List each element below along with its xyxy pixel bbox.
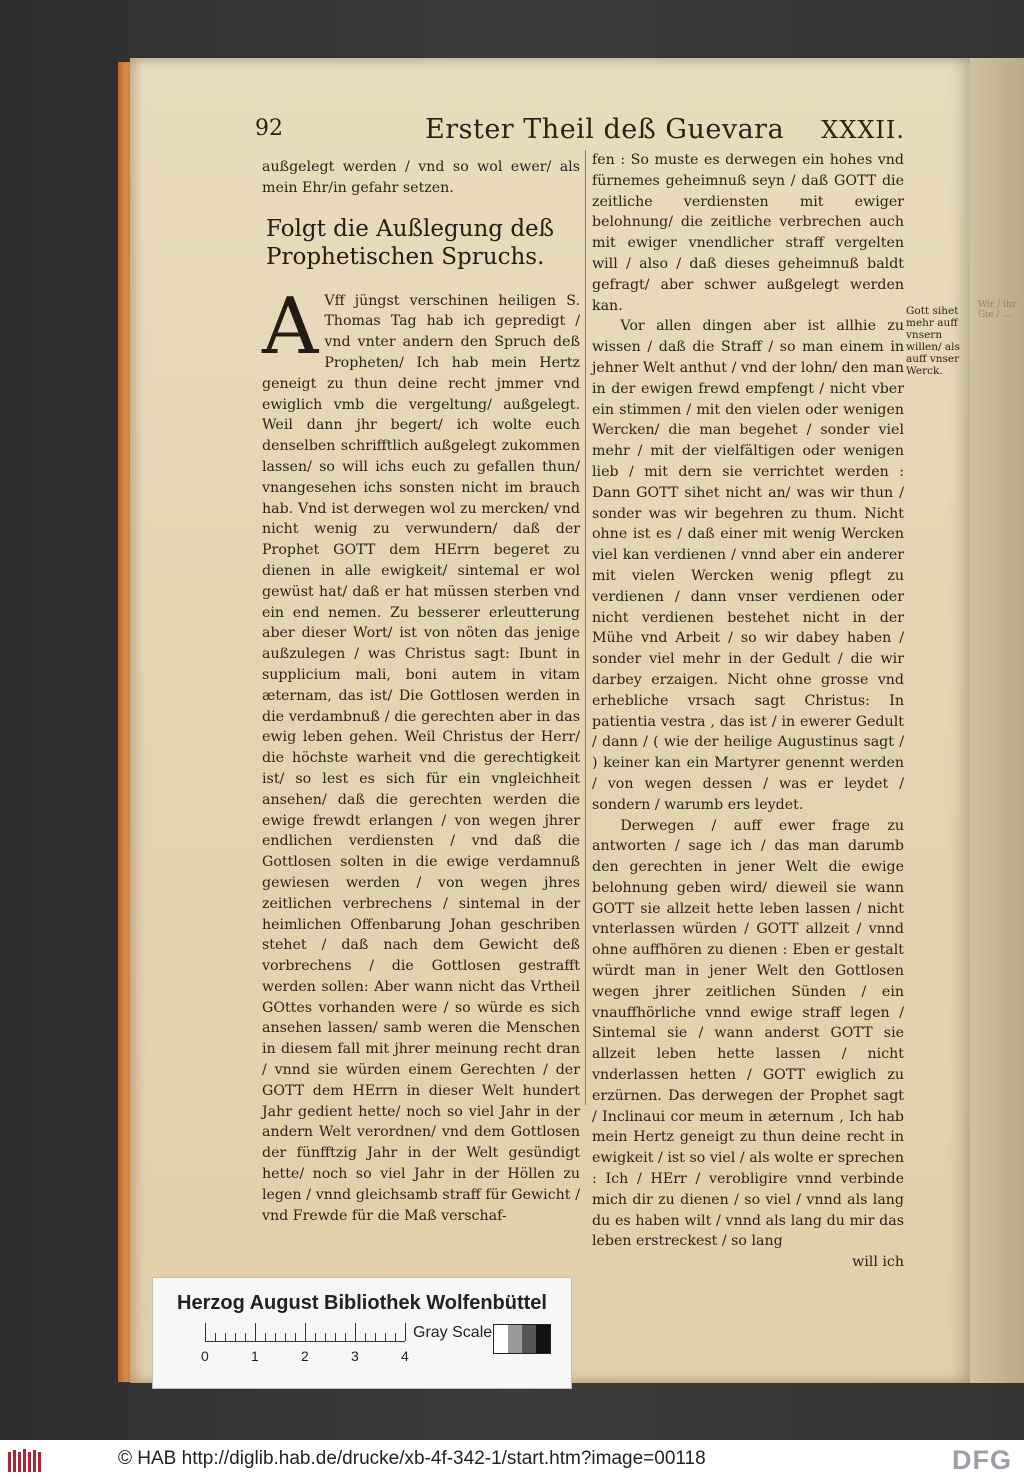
paragraph-3: Derwegen / auff ewer frage zu antworten / sage ich / das man darumb den gerechten in jener Welt die ewige belohnung geben wird/ dieweil sie wann GOTT sie allzeit hette leben lassen / nicht vnterlassen würden / GOTT allzeit / vnnd ohne auffhören zu dienen : Eben er gestalt würdt man in jener Welt den Gottlosen wegen jhrer zeitlichen Sünden / ein vnauffhörliche vnnd ewige straff legen / Sintemal sie / wann anderst GOTT sie allzeit leben hette lassen / nicht vnderlassen hetten / GOTT ewiglich zu erzürnen. Das derwegen der Prophet sagt / Inclinaui cor meum in æternum , Ich hab mein Hertz geneigt zu thun deine recht in ewigkeit / ist so viel / als wolte er sprechen : Ich / HErr / verobligire vnnd verbinde mich dir zu dienen / so viel / vnnd als lang du es haben wilt / vnnd als lang du mir das leben erstreckest / so lang <box>592 817 904 1250</box>
column-rule <box>585 150 586 1105</box>
paragraph-1: fen : So muste es derwegen ein hohes vnd fürnemes geheimnuß seyn / daß GOTT die zeitliche verdiensten mit ewiger belohnung/ die zeitliche verbrechen auch mit ewiger vnendlicher straff vergelten will / also / daß dieses geheimnuß baldt gefragt/ aber schwer außgelegt werden kan. <box>592 152 904 314</box>
color-card <box>152 1277 572 1389</box>
paragraph-2: Vor allen dingen aber ist allhie zu wissen / daß die Straff / so man einem in jehner Welt anthut / vnd der lohn/ den man in der ewigen frewd empfengt / nicht vber ein stimmen / mit den vielen oder wenigen Wercken/ die man begehet / sonder viel mehr / mit der vielfältigen oder wenigen lieb / mit dern sie verrichtet werden : Dann GOTT sihet nicht an/ was wir thun / sonder was wir begehren zu thum. Nicht ohne ist es / daß einer mit wenig Wercken viel kan verdienen / vnnd aber ein anderer mit vielen Wercken wenig pflegt zu verdienen / dann vnser verdienen oder nicht verdienen bestehet nicht in der Mühe vnd Arbeit / so wir dabey haben / sonder viel mehr in der Gedult / die wir darbey erzaigen. Nicht ohne grosse vnd erhebliche vrsach sagt Christus: In patientia vestra , das ist / in ewerer Gedult / dann / ( wie der heilige Augustinus sagt / ) keiner kan ein Martyrer genennt werden / von wegen dessen / was er leydet / sondern / warumb ers leydet. <box>592 318 904 813</box>
institution-name: Herzog August Bibliothek Wolfenbüttel <box>177 1292 547 1314</box>
gray-swatch <box>494 1325 508 1353</box>
dfg-logo[interactable]: DFG <box>952 1445 1012 1475</box>
gray-swatch <box>536 1325 550 1353</box>
left-body-text: Vff jüngst verschinen heiligen S. Thomas Tag hab ich gepredigt / vnd vnter andern den Spruch deß Propheten/ Ich hab mein Hertz geneigt zu thun deine recht jmmer vnd ewiglich vmb die vergeltung/ außgelegt. Weil dann jhr begert/ ich wolte euch denselben schrifftlich außgelegt zukommen lassen/ so will ichs euch zu gefallen thun/ vnangesehen ichs sonsten nicht im brauch hab. Vnd ist derwegen wol zu mercken/ vnd nicht wenig zu verwundern/ daß der Prophet GOTT dem HErrn begeret zu dienen in alle ewigkeit/ sintemal er wol gewüst hat/ daß er hat müssen sterben vnd ein end nemen. Zu besserer erleutterung aber dieser Wort/ ist von nöten das jenige außzulegen / was Christus sagt: Ibunt in supplicium mali, boni autem in vitam æternam, das ist/ Die Gottlosen werden in die verdambnuß / die gerechten aber in das ewig leben gehen. Weil Christus der Herr/ die höchste warheit vnd die gerechtigkeit ist/ so lest es sich für ein vngleichheit ansehen/ daß die gerechten werden die ewige frewdt erlangen / von wegen jhrer endlichen verdiensten / vnd daß die Gottlosen solten in die ewige verdamnuß gewiesen werden / von wegen jhres zeitlichen verbrechens / sintemal in der heimlichen Offenbarung Johan geschriben stehet / daß nach dem Gewicht deß vorbrechens / die Gottlosen gestrafft werden sollen: Aber wann nicht das Vrtheil GOttes vorhanden were / so würde es sich ansehen lassen/ samb weren die Menschen in diesem fall mit jhrer meinung recht dran / vnnd sie würden einem Gerechten / der GOTT dem HErrn in dieser Welt hundert Jahr gedient hette/ noch so viel Jahr in der andern Welt verordnen/ vnd dem Gottlosen der fünfftzig Jahr in der Welt gesündigt hette/ noch so viel Jahr in der Höllen zu legen / vnnd gleichsamb straff für Gewicht / vnd Frewde für die Maß verschaf- <box>262 292 580 1224</box>
facing-page-strip <box>970 58 1024 1383</box>
hab-logo-icon[interactable] <box>6 1448 42 1474</box>
ruler-label: 0 <box>201 1348 209 1364</box>
viewer-footer <box>0 1440 1024 1480</box>
left-column <box>262 157 580 1226</box>
section-heading: Folgt die Außlegung deß Prophetischen Spruchs. <box>266 215 555 270</box>
page-number: 92 <box>255 116 283 141</box>
copyright-link[interactable]: © HAB http://diglib.hab.de/drucke/xb-4f-342-1/start.htm?image=00118 <box>118 1448 706 1469</box>
gray-swatch <box>522 1325 536 1353</box>
running-title: Erster Theil deß Guevara <box>425 114 785 145</box>
folio-number: XXXII. <box>821 116 905 144</box>
ruler-label: 1 <box>251 1348 259 1364</box>
ruler-label: 4 <box>401 1348 409 1364</box>
gray-swatch <box>508 1325 522 1353</box>
opening-lines: außgelegt werden / vnd so wol ewer/ als mein Ehr/in gefahr setzen. <box>262 159 580 196</box>
gray-scale-label: Gray Scale <box>413 1324 493 1341</box>
ruler-label: 2 <box>301 1348 309 1364</box>
ruler-label: 3 <box>351 1348 359 1364</box>
scale-ruler <box>205 1323 405 1342</box>
bleed-through-text: Wir / ihr Gie / ... <box>978 300 1017 320</box>
drop-cap: A <box>262 281 319 372</box>
catchword: will ich <box>852 1254 904 1271</box>
marginal-note: Gott sihet mehr auff vnsern willen/ als auff vnser Werck. <box>906 305 960 377</box>
running-head <box>255 114 905 150</box>
right-column <box>592 150 904 1273</box>
left-body <box>262 281 580 1227</box>
gray-scale-swatches <box>493 1324 551 1354</box>
